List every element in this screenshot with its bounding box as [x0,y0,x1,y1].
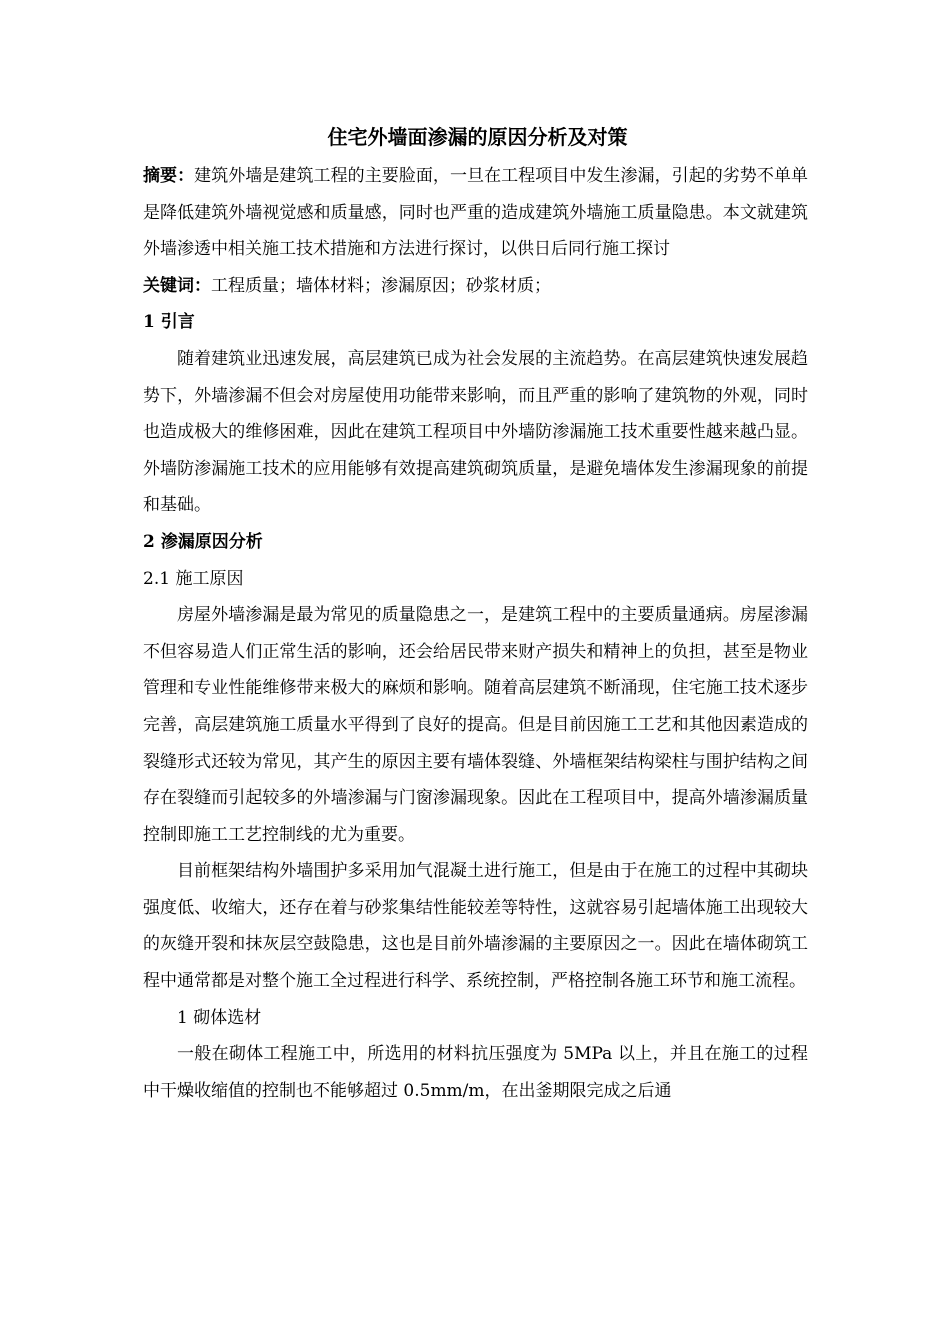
section1-paragraph: 随着建筑业迅速发展，高层建筑已成为社会发展的主流趋势。在高层建筑快速发展趋势下，外墙渗漏不但会对房屋使用功能带来影响，而且严重的影响了建筑物的外观，同时也造成极大的维修困难，因此在建筑工程项目中外墙防渗漏施工技术重要性越来越凸显。外墙防渗漏施工技术的应用能够有效提高建筑砌筑质量，是避免墙体发生渗漏现象的前提和基础。 [143,348,808,516]
item1-heading: 1 砌体选材 [177,1007,262,1028]
abstract-paragraph [143,158,808,268]
section2-heading: 2 渗漏原因分析 [143,531,263,552]
abstract-text: 建筑外墙是建筑工程的主要脸面，一旦在工程项目中发生渗漏，引起的劣势不单单是降低建筑外墙视觉感和质量感，同时也严重的造成建筑外墙施工质量隐患。本文就建筑外墙渗透中相关施工技术措施和方法进行探讨，以供日后同行施工探讨 [143,166,809,260]
keywords-label: 关键词： [143,275,211,296]
document-title: 住宅外墙面渗漏的原因分析及对策 [327,125,628,149]
section2-1-heading: 2.1 施工原因 [143,568,244,589]
section1-heading: 1 引言 [143,312,195,333]
abstract-label: 摘要： [143,166,195,186]
keywords-text: 工程质量；墙体材料；渗漏原因；砂浆材质； [211,275,551,296]
keywords-paragraph [143,268,808,305]
section2-1-paragraph-1: 房屋外墙渗漏是最为常见的质量隐患之一，是建筑工程中的主要质量通病。房屋渗漏不但容易造人们正常生活的影响，还会给居民带来财产损失和精神上的负担，甚至是物业管理和专业性能维修带来极大的麻烦和影响。随着高层建筑不断涌现，住宅施工技术逐步完善，高层建筑施工质量水平得到了良好的提高。但是目前因施工工艺和其他因素造成的裂缝形式还较为常见，其产生的原因主要有墙体裂缝、外墙框架结构梁柱与围护结构之间存在裂缝而引起较多的外墙渗漏与门窗渗漏现象。因此在工程项目中，提高外墙渗漏质量控制即施工工艺控制线的尤为重要。 [143,605,808,845]
document-page [143,116,808,1109]
item1-paragraph: 一般在砌体工程施工中，所选用的材料抗压强度为 5MPa 以上，并且在施工的过程中干燥收缩值的控制也不能够超过 0.5mm/m，在出釜期限完成之后通 [143,1044,808,1101]
section2-1-paragraph-2: 目前框架结构外墙围护多采用加气混凝土进行施工，但是由于在施工的过程中其砌块强度低、收缩大，还存在着与砂浆集结性能较差等特性，这就容易引起墙体施工出现较大的灰缝开裂和抹灰层空鼓隐患，这也是目前外墙渗漏的主要原因之一。因此在墙体砌筑工程中通常都是对整个施工全过程进行科学、系统控制，严格控制各施工环节和施工流程。 [143,861,808,992]
